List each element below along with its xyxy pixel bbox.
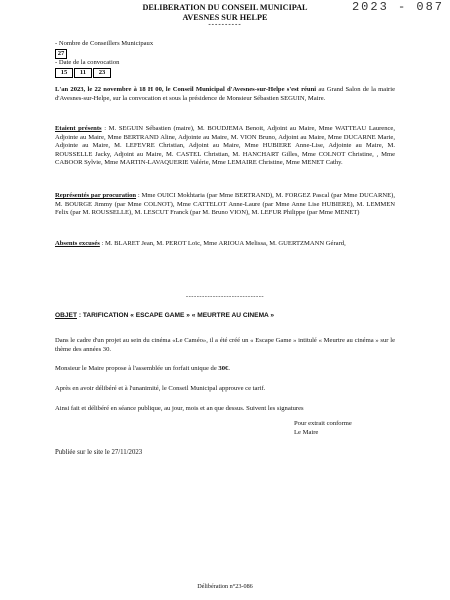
presents-list: : M. SEGUIN Sébastien (maire), M. BOUDJEMA Benoit, Adjoint au Maire, Mme WATTEAU Laurence, Adjointe au Maire, Mme BERTRAND Aline, Adjointe au Maire, M. VION Bruno, Adjoint au Maire, Mme DUCARNE Marie, Adjointe au Maire, M. LEFEVRE Christian, Adjoint au Maire, Mme HUBIERE Anne-Lise, Adjointe au Maire, M. ROUSSELLE Jacky, Adjoint au Maire, M. CASTEL Christian, M. HANCHART Gilles, Mme COLNOT Christine, , Mme CABOOR Sylvie, Mme MARTIN-LAVAQUERIE Valérie, Mme LEMAIRE Christine, Mme MENET Cathy. — [55, 125, 395, 167]
commune-name: AVESNES SUR HELPE — [182, 13, 268, 22]
context-paragraph: Dans le cadre d'un projet au sein du cinéma «Le Caméo», il a été créé un « Escape Game » intitulé « Meurtre au cinéma » sur le thème des années 30. — [55, 337, 395, 353]
objet-line — [55, 312, 274, 319]
title-underline: ---------- — [208, 20, 242, 28]
signature-line-extract: Pour extrait conforme — [294, 420, 352, 427]
conseillers-label: - Nombre de Conseillers Municipaux — [55, 40, 154, 47]
document-reference: 2023 - 087 — [351, 0, 444, 14]
conseillers-count-box: 27 — [55, 49, 67, 59]
proposal-text: Monsieur le Maire propose à l'assemblée un forfait unique de — [55, 365, 219, 372]
convocation-year-box: 23 — [93, 68, 111, 78]
convocation-month-box: 11 — [74, 68, 92, 78]
document-title: DELIBERATION DU CONSEIL MUNICIPAL — [142, 3, 308, 12]
proposal-paragraph — [55, 365, 395, 374]
closing-paragraph: Ainsi fait et délibéré en séance publique, au jour, mois et an que dessus. Suivent les signatures — [55, 405, 304, 412]
excuses-label: Absents excusés — [55, 240, 100, 247]
procuration-label: Représentés par procuration — [55, 192, 137, 199]
decision-paragraph: Après en avoir délibéré et à l'unanimité, le Conseil Municipal approuve ce tarif. — [55, 385, 266, 392]
signature-block — [294, 420, 352, 437]
procuration-list: : Mme OUICI Mokhtaria (par Mme BERTRAND), M. FORGEZ Pascal (par Mme DUCARNE), M. BOURGE Jimmy (par Mme COLNOT), Mme CATTELOT Anne-Laure (par Mme Anne Lise HUBIERE), M. LEMMEN Felix (par M. ROUSSELLE), M. LESCUT Franck (par M. Bruno VION), M. LEFUR Philippe (par Mme MENET) — [55, 192, 395, 217]
publication-date: Publiée sur le site le 27/11/2023 — [55, 449, 143, 456]
signature-line-mayor: Le Maire — [294, 428, 319, 436]
presents-paragraph — [55, 125, 395, 168]
intro-paragraph — [55, 86, 395, 103]
footer-deliberation-number: Délibération n°23-086 — [197, 583, 253, 590]
convocation-day-box: 15 — [55, 68, 73, 78]
proposal-end: . — [228, 365, 230, 372]
presents-label: Etaient présents — [55, 125, 102, 132]
convocation-label: - Date de la convocation — [55, 59, 120, 66]
excuses-paragraph — [55, 240, 395, 249]
excuses-list: : M. BLARET Jean, M. PEROT Loïc, Mme ARIOUA Melissa, M. GUERTZMANN Gérard, — [99, 240, 346, 247]
objet-text: : TARIFICATION « ESCAPE GAME » « MEURTRE AU CINEMA » — [76, 312, 275, 319]
intro-date-clause: L'an 2023, le 22 novembre à 18 H 00, le Conseil Municipal d'Avesnes-sur-Helpe s'est réuni — [55, 86, 317, 93]
section-separator: ----------------------------- — [185, 293, 265, 300]
price-amount: 30€ — [218, 365, 229, 372]
intro-rest: au Grand Salon de la mairie d'Avesnes-sur-Helpe, sur la convocation et sous la présidence de Monsieur Sébastien SEGUIN, Maire. — [55, 86, 395, 102]
objet-label: OBJET — [55, 312, 77, 319]
procuration-paragraph — [55, 192, 395, 218]
